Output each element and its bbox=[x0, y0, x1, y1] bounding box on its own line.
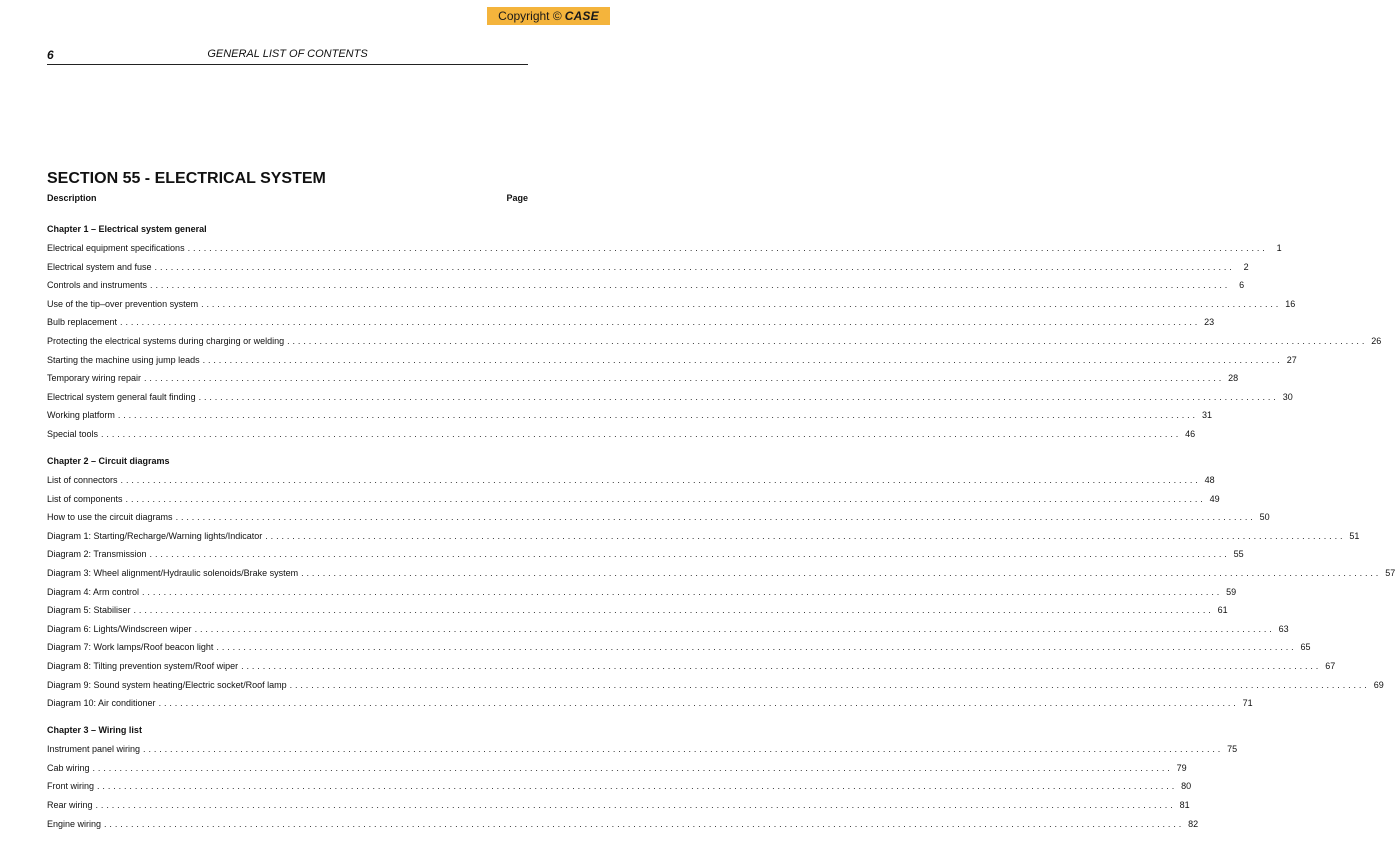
toc-entry bbox=[47, 351, 1297, 370]
toc-entry bbox=[47, 815, 1199, 834]
dot-leader: ........................................................................................................................................................................................................ bbox=[142, 586, 1223, 597]
toc-entry bbox=[47, 694, 1253, 713]
page-column-header: Page bbox=[506, 193, 528, 203]
toc-entry-label: Diagram 8: Tilting prevention system/Roof wiper bbox=[47, 660, 239, 671]
toc-entry-page: 49 bbox=[1209, 493, 1220, 504]
dot-leader: ........................................................................................................................................................................................................ bbox=[201, 298, 1282, 309]
toc-entry-page: 71 bbox=[1242, 698, 1253, 709]
toc-entry bbox=[47, 313, 1215, 332]
toc-entry-page: 69 bbox=[1373, 679, 1384, 690]
toc-entry-label: Engine wiring bbox=[47, 818, 102, 829]
toc-entry-page: 48 bbox=[1204, 475, 1215, 486]
toc-entry bbox=[47, 759, 1187, 778]
toc-entry bbox=[47, 369, 1239, 388]
toc-entry bbox=[47, 239, 1282, 258]
toc-entry bbox=[47, 620, 1289, 639]
toc-entry-label: List of connectors bbox=[47, 475, 118, 486]
toc-entry-page: 63 bbox=[1278, 623, 1289, 634]
toc-entry-page: 1 bbox=[1276, 243, 1282, 253]
dot-leader: ........................................................................................................................................................................................................ bbox=[216, 642, 1297, 653]
dot-leader: ........................................................................................................................................................................................................ bbox=[120, 317, 1201, 328]
dot-leader: ........................................................................................................................................................................................................ bbox=[149, 549, 1230, 560]
dot-leader: ........................................................................................................................................................................................................ bbox=[104, 818, 1185, 829]
toc-entry-page: 30 bbox=[1282, 391, 1293, 402]
toc-entry-label: Temporary wiring repair bbox=[47, 373, 142, 384]
chapter-block bbox=[47, 222, 1382, 444]
dot-leader: ........................................................................................................................................................................................................ bbox=[133, 605, 1214, 616]
toc-entry-label: Front wiring bbox=[47, 781, 95, 792]
toc-entry-page: 80 bbox=[1181, 781, 1192, 792]
toc-entry-page: 6 bbox=[1239, 280, 1245, 291]
description-column-header: Description bbox=[47, 193, 97, 203]
dot-leader: ........................................................................................................................................................................................................ bbox=[198, 391, 1279, 402]
dot-leader: ........................................................................................................................................................................................................ bbox=[117, 410, 1198, 421]
toc-entry bbox=[47, 657, 1336, 676]
toc-entry-label: Diagram 2: Transmission bbox=[47, 549, 147, 560]
dot-leader: ........................................................................................................................................................................................................ bbox=[158, 698, 1239, 709]
dot-leader: ........................................................................................................................................................................................................ bbox=[289, 679, 1370, 690]
toc-entry-page: 57 bbox=[1385, 568, 1395, 578]
toc-entry bbox=[47, 564, 1395, 583]
toc-entry-label: Diagram 3: Wheel alignment/Hydraulic solenoids/Brake system bbox=[47, 568, 299, 578]
toc-entry-page: 23 bbox=[1204, 317, 1215, 328]
dot-leader: ........................................................................................................................................................................................................ bbox=[101, 428, 1182, 439]
toc-entry-label: Instrument panel wiring bbox=[47, 744, 141, 755]
toc-entry-label: How to use the circuit diagrams bbox=[47, 512, 173, 523]
toc-entry bbox=[47, 258, 1249, 277]
toc-entry-page: 82 bbox=[1188, 818, 1199, 829]
toc-entry bbox=[47, 332, 1382, 351]
toc-entry-page: 2 bbox=[1243, 261, 1249, 272]
toc-entry-page: 16 bbox=[1285, 298, 1296, 309]
toc-entry-label: Diagram 4: Arm control bbox=[47, 586, 140, 597]
dot-leader: ........................................................................................................................................................................................................ bbox=[202, 354, 1283, 365]
dot-leader: ........................................................................................................................................................................................................ bbox=[144, 373, 1225, 384]
toc-entry bbox=[47, 796, 1190, 815]
dot-leader: ........................................................................................................................................................................................................ bbox=[92, 762, 1173, 773]
toc-entry-label: Starting the machine using jump leads bbox=[47, 354, 200, 365]
section-title: SECTION 55 - ELECTRICAL SYSTEM bbox=[47, 170, 326, 187]
toc-entry-page: 46 bbox=[1185, 428, 1196, 439]
toc-entry-label: Electrical equipment specifications bbox=[47, 243, 185, 253]
toc-entry-page: 26 bbox=[1371, 335, 1382, 346]
dot-leader: ........................................................................................................................................................................................................ bbox=[194, 623, 1275, 634]
dot-leader: ........................................................................................................................................................................................................ bbox=[154, 261, 1235, 272]
chapter-block bbox=[47, 454, 1395, 713]
toc-entry bbox=[47, 276, 1245, 295]
chapter-title: Chapter 2 – Circuit diagrams bbox=[47, 456, 170, 467]
chapter-title: Chapter 1 – Electrical system general bbox=[47, 224, 207, 234]
toc-entry-label: Diagram 10: Air conditioner bbox=[47, 698, 156, 709]
dot-leader: ........................................................................................................................................................................................................ bbox=[150, 280, 1231, 291]
toc-entry-label: Diagram 1: Starting/Recharge/Warning lights/Indicator bbox=[47, 530, 263, 541]
toc-entry-label: List of components bbox=[47, 493, 123, 504]
toc-entry bbox=[47, 527, 1360, 546]
toc-entry-page: 27 bbox=[1286, 354, 1297, 365]
toc-entry bbox=[47, 425, 1196, 444]
dot-leader: ........................................................................................................................................................................................................ bbox=[95, 800, 1176, 811]
copyright-text: Copyright © bbox=[498, 9, 562, 23]
toc-entry-page: 61 bbox=[1217, 605, 1228, 616]
page-number: 6 bbox=[47, 48, 54, 62]
toc-entry bbox=[47, 601, 1228, 620]
toc-entry-page: 81 bbox=[1179, 800, 1190, 811]
toc-entry bbox=[47, 676, 1384, 695]
toc-entry bbox=[47, 471, 1215, 490]
dot-leader: ........................................................................................................................................................................................................ bbox=[241, 660, 1322, 671]
toc-entry-page: 75 bbox=[1227, 744, 1238, 755]
toc-entry bbox=[47, 490, 1220, 509]
toc-entry-page: 28 bbox=[1228, 373, 1239, 384]
toc-entry-label: Electrical system and fuse bbox=[47, 261, 152, 272]
toc-entry bbox=[47, 295, 1296, 314]
toc-entry bbox=[47, 388, 1293, 407]
toc-entry-label: Diagram 7: Work lamps/Roof beacon light bbox=[47, 642, 214, 653]
toc-entry-page: 65 bbox=[1300, 642, 1311, 653]
toc-entry-label: Special tools bbox=[47, 428, 99, 439]
toc-entry-page: 51 bbox=[1349, 530, 1360, 541]
dot-leader: ........................................................................................................................................................................................................ bbox=[120, 475, 1201, 486]
toc-entry-label: Diagram 5: Stabiliser bbox=[47, 605, 131, 616]
toc-entry bbox=[47, 777, 1192, 796]
toc-entry-page: 59 bbox=[1226, 586, 1237, 597]
chapter-title: Chapter 3 – Wiring list bbox=[47, 725, 142, 736]
dot-leader: ........................................................................................................................................................................................................ bbox=[125, 493, 1206, 504]
dot-leader: ........................................................................................................................................................................................................ bbox=[175, 512, 1256, 523]
dot-leader: ........................................................................................................................................................................................................ bbox=[97, 781, 1178, 792]
dot-leader: ........................................................................................................................................................................................................ bbox=[265, 530, 1346, 541]
dot-leader: ........................................................................................................................................................................................................ bbox=[301, 568, 1382, 578]
copyright-badge bbox=[487, 7, 610, 25]
toc-entry-label: Cab wiring bbox=[47, 762, 90, 773]
toc-entry-label: Electrical system general fault finding bbox=[47, 391, 196, 402]
toc-entry-label: Bulb replacement bbox=[47, 317, 118, 328]
chapter-block bbox=[47, 723, 1238, 833]
case-logo: CASE bbox=[564, 9, 599, 23]
toc-entry-label: Use of the tip–over prevention system bbox=[47, 298, 199, 309]
toc-entry-label: Controls and instruments bbox=[47, 280, 148, 291]
toc-entry bbox=[47, 508, 1270, 527]
toc-entry-label: Rear wiring bbox=[47, 800, 93, 811]
page-header bbox=[47, 48, 528, 65]
toc-entry-page: 79 bbox=[1176, 762, 1187, 773]
dot-leader: ........................................................................................................................................................................................................ bbox=[287, 335, 1368, 346]
toc-entry bbox=[47, 638, 1311, 657]
toc-entry-page: 31 bbox=[1201, 410, 1212, 421]
toc-entry-label: Diagram 9: Sound system heating/Electric socket/Roof lamp bbox=[47, 679, 287, 690]
toc-entry-page: 55 bbox=[1233, 549, 1244, 560]
dot-leader: ........................................................................................................................................................................................................ bbox=[187, 243, 1268, 253]
table-of-contents bbox=[47, 222, 1395, 844]
column-headers bbox=[47, 193, 528, 207]
toc-entry bbox=[47, 740, 1238, 759]
toc-entry-label: Protecting the electrical systems during charging or welding bbox=[47, 335, 285, 346]
toc-entry bbox=[47, 406, 1212, 425]
dot-leader: ........................................................................................................................................................................................................ bbox=[143, 744, 1224, 755]
running-title: GENERAL LIST OF CONTENTS bbox=[207, 48, 368, 60]
toc-entry bbox=[47, 583, 1237, 602]
toc-entry-page: 50 bbox=[1259, 512, 1270, 523]
toc-entry bbox=[47, 545, 1244, 564]
toc-entry-label: Working platform bbox=[47, 410, 115, 421]
toc-entry-label: Diagram 6: Lights/Windscreen wiper bbox=[47, 623, 192, 634]
toc-entry-page: 67 bbox=[1325, 660, 1336, 671]
